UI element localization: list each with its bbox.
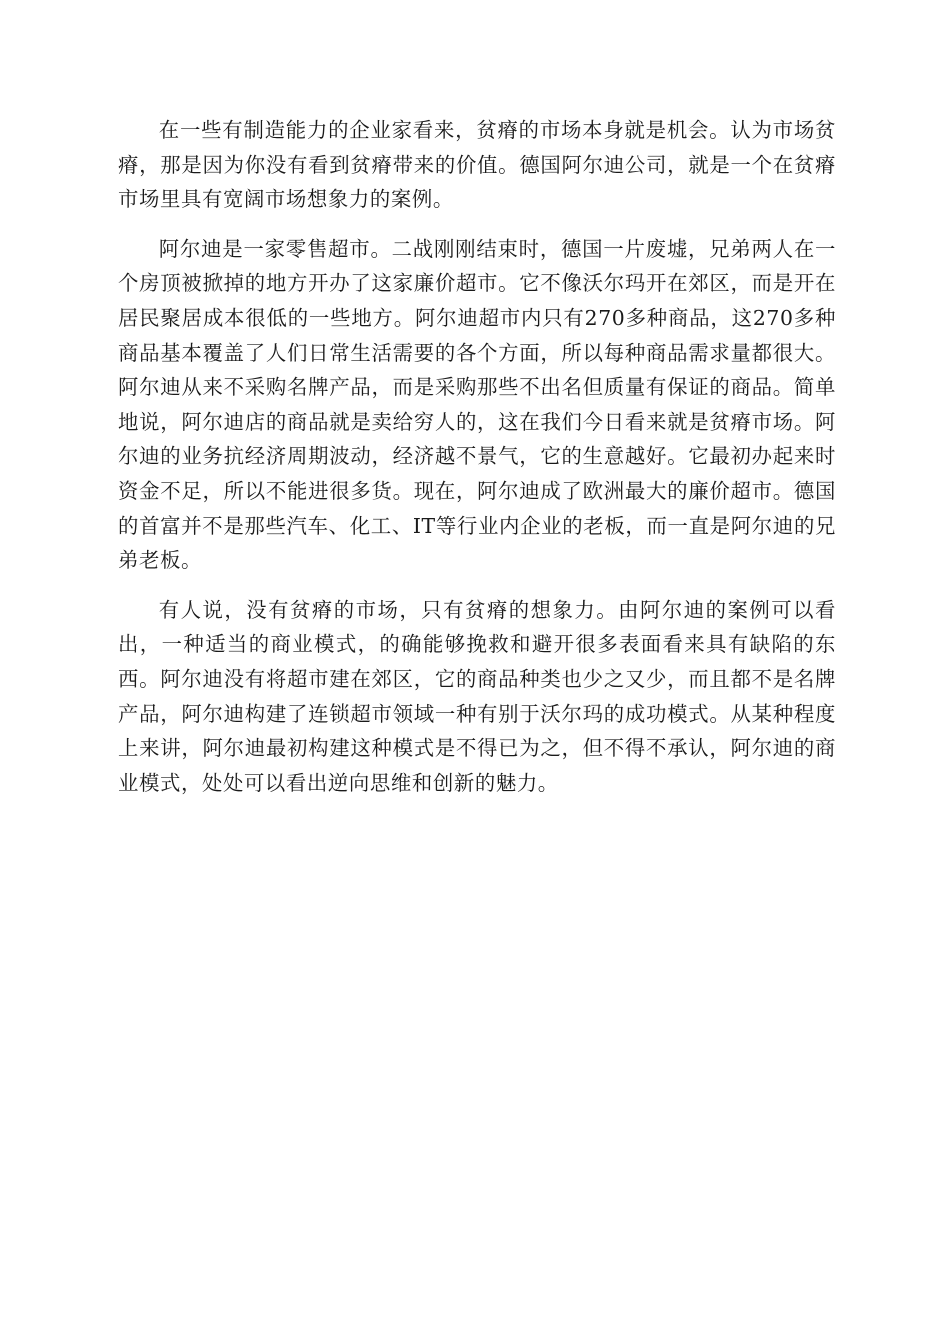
document-body xyxy=(118,113,836,815)
paragraph-aldi-story: 阿尔迪是一家零售超市。二战刚刚结束时，德国一片废墟，兄弟两人在一个房顶被掀掉的地方开办了这家廉价超市。它不像沃尔玛开在郊区，而是开在居民聚居成本很低的一些地方。阿尔迪超市内只有270多种商品，这270多种商品基本覆盖了人们日常生活需要的各个方面，所以每种商品需求量都很大。阿尔迪从来不采购名牌产品，而是采购那些不出名但质量有保证的商品。简单地说，阿尔迪店的商品就是卖给穷人的，这在我们今日看来就是贫瘠市场。阿尔迪的业务抗经济周期波动，经济越不景气，它的生意越好。它最初办起来时资金不足，所以不能进很多货。现在，阿尔迪成了欧洲最大的廉价超市。德国的首富并不是那些汽车、化工、IT等行业内企业的老板，而一直是阿尔迪的兄弟老板。 xyxy=(118,236,836,573)
paragraph-conclusion: 有人说，没有贫瘠的市场，只有贫瘠的想象力。由阿尔迪的案例可以看出，一种适当的商业模式，的确能够挽救和避开很多表面看来具有缺陷的东西。阿尔迪没有将超市建在郊区，它的商品种类也少之又少，而且都不是名牌产品，阿尔迪构建了连锁超市领域一种有别于沃尔玛的成功模式。从某种程度上来讲，阿尔迪最初构建这种模式是不得已为之，但不得不承认，阿尔迪的商业模式，处处可以看出逆向思维和创新的魅力。 xyxy=(118,597,836,795)
paragraph-intro: 在一些有制造能力的企业家看来，贫瘠的市场本身就是机会。认为市场贫瘠，那是因为你没有看到贫瘠带来的价值。德国阿尔迪公司，就是一个在贫瘠市场里具有宽阔市场想象力的案例。 xyxy=(118,118,836,212)
